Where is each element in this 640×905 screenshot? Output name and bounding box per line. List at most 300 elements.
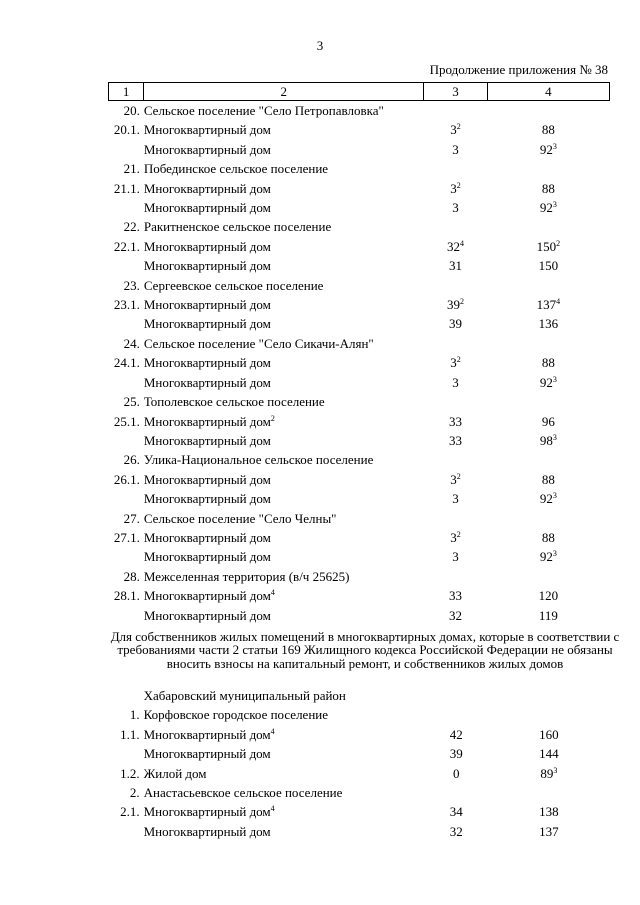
row-number-text: 28.1. [113,588,140,604]
tariff-table-owners [108,686,610,841]
footnote-mark: 4 [556,297,561,307]
row-name [144,334,424,353]
row-col-3 [424,450,488,469]
row-name [144,567,424,586]
table-row [108,744,610,763]
table-row [109,606,610,625]
row-name [144,450,424,469]
row-col-4-text: 96 [541,413,555,429]
row-col-3 [424,567,488,586]
row-col-3 [424,586,488,605]
table-header [109,83,610,101]
row-name-text: Многоквартирный дом [143,122,271,138]
row-col-3-text: 3 [452,491,459,507]
tariff-table [108,82,610,625]
row-col-3-text: 0 [452,765,460,781]
row-name-text: Многоквартирный дом [143,726,271,742]
table-row [109,528,610,547]
row-col-3-text: 3 [452,374,459,390]
footnote-mark: 4 [270,726,275,736]
row-col-4 [487,567,609,586]
row-col-3 [424,140,488,159]
row-number [108,802,144,821]
row-col-3 [424,159,488,178]
row-name-text: Многоквартирный дом [143,238,271,254]
row-number [109,140,144,159]
footnote-mark: 3 [552,549,557,559]
row-number [108,822,144,841]
row-name [144,314,424,333]
table-row [109,276,610,295]
row-number [108,744,144,763]
table-row [109,198,610,217]
row-name-text: Многоквартирный дом [143,374,271,390]
row-col-3 [425,725,488,744]
row-number-text: 21. [123,161,140,177]
row-name [144,431,424,450]
footnote-mark: 3 [553,765,558,775]
row-col-3 [424,509,488,528]
row-name [144,237,424,256]
row-col-4 [487,140,609,159]
row-name [144,470,424,489]
row-col-4 [487,586,609,605]
footnote-mark: 4 [270,804,275,814]
row-col-4 [487,489,609,508]
row-name [144,725,425,744]
row-col-3 [424,101,488,121]
row-number [109,276,144,295]
row-name [144,140,424,159]
row-name [144,489,424,508]
row-name-text: Многоквартирный дом [143,588,271,604]
row-name [144,120,424,139]
row-number-text: 1.2. [120,765,140,781]
row-number [109,567,144,586]
row-number [109,431,144,450]
row-col-4 [488,783,610,802]
row-col-3 [425,686,488,705]
row-col-4 [487,314,609,333]
row-col-4 [487,353,609,372]
row-number [109,392,144,411]
row-name [144,528,424,547]
row-name [144,705,425,724]
row-col-3 [424,256,488,275]
footnote-mark: 2 [270,413,275,423]
row-col-3-text: 3 [452,141,459,157]
row-col-3 [425,764,488,783]
row-col-3 [424,431,488,450]
row-number [109,237,144,256]
row-name-text: Многоквартирный дом [143,549,271,565]
row-number-text: 2.1. [120,804,140,820]
row-col-4-text: 88 [541,122,555,138]
footnote-mark: 2 [556,238,561,248]
row-col-4 [487,217,609,236]
row-col-3-text: 34 [449,804,463,820]
row-name-text: Многоквартирный дом [143,200,271,216]
row-name [144,101,424,121]
row-name [144,547,424,566]
row-col-4 [487,392,609,411]
row-name-text: Многоквартирный дом [143,297,271,313]
row-number [109,120,144,139]
row-col-4 [488,744,610,763]
table-row [108,802,610,821]
row-name [144,256,424,275]
row-col-3 [424,489,488,508]
row-col-4 [487,373,609,392]
row-number [109,198,144,217]
footnote-mark: 2 [456,355,461,365]
row-name-text: Хабаровский муниципальный район [143,688,346,703]
row-number-text: 27. [123,510,140,526]
row-col-4-text: 137 [536,297,557,313]
row-col-3-text: 42 [449,726,463,742]
row-number [109,314,144,333]
row-name-text: Сельское поселение "Село Петропавловка" [143,103,384,118]
row-col-3-text: 32 [449,823,463,839]
row-col-3-text: 3 [450,180,457,196]
row-col-4 [487,450,609,469]
table-row [109,295,610,314]
row-name [144,822,425,841]
row-name-text: Сельское поселение "Село Челны" [143,510,337,526]
row-name-text: Многоквартирный дом [143,529,271,545]
table-row [109,489,610,508]
row-col-3-text: 3 [452,549,459,565]
row-number [108,725,144,744]
row-number [109,489,144,508]
row-col-3-text: 3 [452,200,459,216]
row-number [108,783,144,802]
row-col-4 [487,334,609,353]
row-number [109,159,144,178]
row-col-3-text: 3 [450,529,457,545]
table-row [109,470,610,489]
table-row [108,764,610,783]
footnote-mark: 2 [456,471,461,481]
row-col-4 [488,764,610,783]
row-col-4 [487,431,609,450]
table-row [109,314,610,333]
row-col-4 [487,198,609,217]
row-col-4-text: 88 [541,471,555,487]
row-col-3 [424,217,488,236]
row-col-4 [487,412,609,431]
row-col-4-text: 137 [539,823,559,839]
table-row [109,334,610,353]
footnote-mark: 2 [456,529,461,539]
row-name [144,373,424,392]
row-col-4 [488,686,610,705]
row-col-4 [487,606,609,625]
row-name-text: Многоквартирный дом [143,355,271,371]
row-col-4 [488,725,610,744]
row-name-text: Ракитненское сельское поселение [143,219,332,235]
table-row [109,159,610,178]
table-row [108,783,610,802]
row-number-text: 22. [123,219,140,235]
row-col-4-text: 120 [538,588,559,604]
row-col-3-text: 3 [450,122,457,138]
row-name-text: Анастасьевское сельское поселение [143,785,343,801]
row-col-3-text: 3 [450,471,457,487]
row-name [144,802,425,821]
row-name [144,783,425,802]
row-col-3 [424,295,488,314]
table-row [109,179,610,198]
row-name [144,412,424,431]
row-name-text: Многоквартирный дом [143,746,271,762]
row-name-text: Многоквартирный дом [143,823,271,839]
row-name-text: Многоквартирный дом [143,471,271,487]
table-row [109,412,610,431]
row-col-4-text: 88 [541,180,555,196]
footnote-mark: 4 [270,588,275,598]
header-col-4: 4 [487,83,609,101]
row-number-text: 26.1. [113,471,140,487]
header-col-2: 2 [144,83,424,101]
row-name [144,686,425,705]
row-number [109,450,144,469]
row-number-text: 25. [123,394,140,410]
row-col-3 [425,705,488,724]
table-row [109,509,610,528]
row-col-4-text: 98 [539,432,553,448]
row-col-4-text: 92 [539,549,553,565]
row-name [144,606,424,625]
row-name [144,295,424,314]
row-col-4 [487,295,609,314]
row-col-4-text: 92 [539,491,553,507]
row-col-4 [487,276,609,295]
table-row [109,431,610,450]
row-col-3 [424,528,488,547]
row-name-text: Межселенная территория (в/ч 25625) [143,568,350,584]
row-col-4-text: 92 [539,141,553,157]
row-col-4 [487,101,609,121]
row-name [144,586,424,605]
row-number-text: 22.1. [113,238,140,254]
row-col-4-text: 136 [538,316,559,332]
row-col-3-text: 33 [448,413,462,429]
row-name [144,764,425,783]
row-col-4 [487,528,609,547]
row-number [109,373,144,392]
row-name-text: Улика-Национальное сельское поселение [143,452,374,468]
row-col-4-text: 88 [541,355,555,371]
footnote-mark: 4 [459,238,464,248]
footnote-mark: 3 [552,141,557,151]
row-col-3 [424,120,488,139]
row-name-text: Многоквартирный дом [143,804,271,820]
row-name [144,392,424,411]
row-number [109,295,144,314]
row-col-3 [424,606,488,625]
row-name [144,744,425,763]
table-row [108,725,610,744]
row-col-4-text: 150 [536,238,557,254]
table-row [109,237,610,256]
row-number-text: 1. [129,707,140,723]
row-col-3 [424,334,488,353]
row-col-3-text: 32 [446,238,460,254]
table-row [109,140,610,159]
table-row [109,353,610,372]
row-number [109,217,144,236]
row-number [109,547,144,566]
row-number [109,528,144,547]
table-row [109,373,610,392]
table-row [108,686,610,705]
row-col-4-text: 92 [539,200,553,216]
header-col-3: 3 [424,83,488,101]
row-number-text: 21.1. [113,180,140,196]
row-col-3 [424,373,488,392]
row-name-text: Многоквартирный дом [143,491,271,507]
row-name [144,198,424,217]
row-col-4 [487,256,609,275]
row-col-3 [424,276,488,295]
row-number [109,334,144,353]
row-col-4-text: 92 [539,374,553,390]
row-number-text: 23. [123,277,140,293]
row-name-text: Корфовское городское поселение [143,707,329,723]
table-row [109,547,610,566]
row-number-text: 26. [123,452,140,468]
row-name-text: Сельское поселение "Село Сикачи-Алян" [143,335,374,351]
row-number-text: 24. [123,335,140,351]
table-row [109,392,610,411]
row-number-text: 25.1. [113,413,140,429]
row-name-text: Тополевское сельское поселение [143,394,325,410]
row-number [108,764,144,783]
row-col-3-text: 33 [448,432,462,448]
row-name-text: Многоквартирный дом [143,413,271,429]
row-col-3-text: 33 [448,588,462,604]
table-row [108,705,610,724]
row-col-3 [424,314,488,333]
row-name-text: Жилой дом [143,765,207,781]
table-row [109,586,610,605]
row-name-text: Многоквартирный дом [143,141,271,157]
row-col-4-text: 138 [539,804,559,820]
row-number-text: 20. [123,103,140,118]
row-number [109,256,144,275]
continuation-label: Продолжение приложения № 38 [429,62,608,77]
row-col-3 [424,353,488,372]
row-number-text: 20.1. [113,122,140,138]
row-col-4-text: 144 [539,746,559,762]
row-number [108,686,144,705]
table-row [108,822,610,841]
row-number-text: 23.1. [113,297,140,313]
row-col-3 [424,547,488,566]
row-name [144,217,424,236]
footnote-mark: 3 [552,374,557,384]
footnote-mark: 3 [552,432,557,442]
table-row [109,256,610,275]
footnote-mark: 2 [459,297,464,307]
footnote-mark: 2 [456,122,461,132]
row-number [109,509,144,528]
row-name [144,276,424,295]
footnote-mark: 3 [552,491,557,501]
row-name-text: Многоквартирный дом [143,607,271,623]
row-number [109,606,144,625]
row-number-text: 28. [123,568,140,584]
row-col-3-text: 39 [449,746,463,762]
row-name-text: Многоквартирный дом [143,258,271,274]
row-col-3-text: 31 [448,258,462,274]
table-row [109,101,610,121]
notice-text: Для собственников жилых помещений в многоквартирных домах, которые в соответствии с требованиями части 2 статьи 169 Жилищного кодекса Российской Федерации не обязаны вносить взносы на капитальный ремонт, и собственников жилых домов [110,629,620,671]
row-col-3 [425,783,488,802]
row-name [144,159,424,178]
row-number [109,412,144,431]
row-col-4 [488,705,610,724]
row-col-3 [424,470,488,489]
row-col-3 [424,198,488,217]
row-name [144,353,424,372]
header-col-1: 1 [109,83,144,101]
row-col-3 [425,802,488,821]
row-col-4 [487,179,609,198]
table-row [109,567,610,586]
row-col-3 [424,392,488,411]
row-name [144,509,424,528]
row-number-text: 24.1. [113,355,140,371]
page-number: 3 [316,38,324,53]
row-col-4 [487,470,609,489]
row-name-text: Многоквартирный дом [143,180,271,196]
row-number [109,101,144,121]
row-col-4 [487,237,609,256]
row-name-text: Многоквартирный дом [143,432,271,448]
row-col-4 [487,120,609,139]
row-number-text: 1.1. [120,726,140,742]
row-col-4-text: 160 [539,726,559,742]
row-col-3 [425,744,488,763]
row-number [109,353,144,372]
row-number [108,705,144,724]
row-col-3 [425,822,488,841]
footnote-mark: 3 [552,200,557,210]
row-col-3 [424,237,488,256]
row-col-4 [487,509,609,528]
row-col-3-text: 39 [446,297,460,313]
row-col-3 [424,412,488,431]
row-number [109,179,144,198]
table-row [109,450,610,469]
row-name [144,179,424,198]
row-number-text: 2. [129,785,140,801]
row-col-4 [487,547,609,566]
row-col-3-text: 32 [448,607,462,623]
row-col-4 [488,822,610,841]
row-col-4-text: 89 [540,765,554,781]
row-col-4-text: 119 [538,607,558,623]
table-row [109,217,610,236]
row-col-4-text: 150 [538,258,559,274]
row-name-text: Сергеевское сельское поселение [143,277,324,293]
row-col-4 [488,802,610,821]
row-col-4-text: 88 [541,529,555,545]
row-name-text: Побединское сельское поселение [143,161,329,177]
row-col-3-text: 39 [448,316,462,332]
